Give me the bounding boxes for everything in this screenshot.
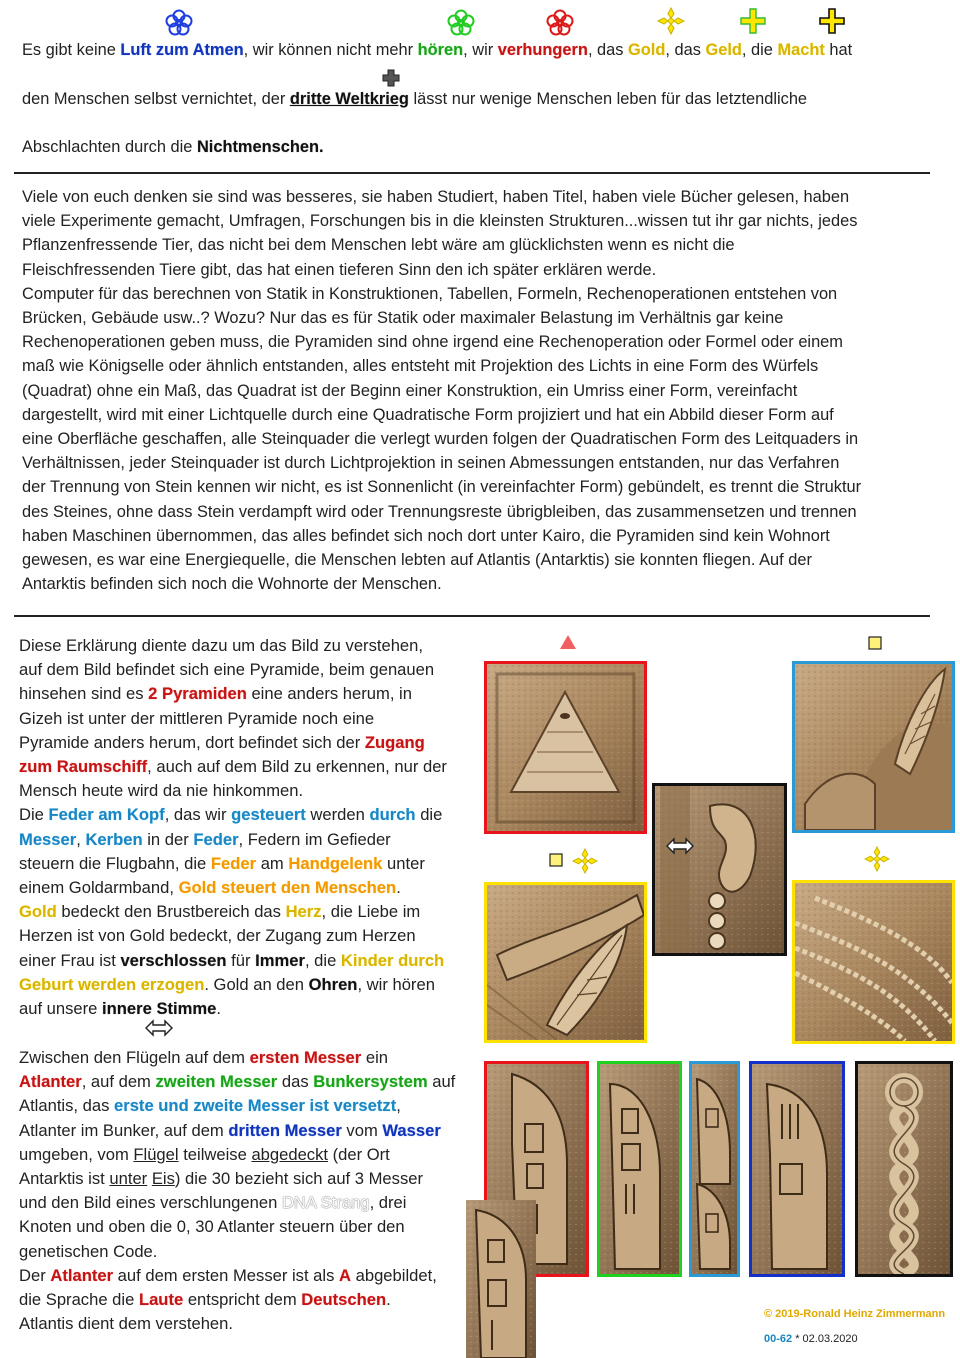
paragraph-line: Antarktis befinden sich noch die Wohnorte der Menschen. [22,575,442,594]
keyword-nichtmenschen: Nichtmenschen. [196,138,324,156]
paragraph-line: Verhältnissen, jeder Steinquader ist durch Lichtprojektion in seinen Abmessungen entstanden, nur das Verfahren [22,454,840,473]
headdress-feather-photo [792,661,955,833]
paragraph-line: der Trennung von Stein kennen wir nicht, es ist Sonnenlicht (in vereinfachter Form) gebündelt, es trennt die Struktur [22,478,862,497]
text: , die [304,950,341,970]
text: . [396,878,401,898]
keyword-2-pyramiden: 2 Pyramiden [148,684,247,704]
double-arrow-icon [144,1018,174,1038]
header-text: , wir [463,41,498,59]
text: , Federn im Gefieder [238,829,391,849]
keyword-fluegel: Flügel [133,1144,179,1164]
keyword-versetzt: erste und zweite Messer ist versetzt [114,1096,397,1116]
keyword-dritten-messer: dritten Messer [228,1120,342,1140]
header-text: , das [665,41,706,59]
header-text: den Menschen selbst vernichtet, der [22,90,290,108]
paragraph-line: (Quadrat) ohne ein Maß, das Quadrat ist der Beginn einer Konstruktion, ein Umriss einer Form, vereinfacht [22,381,798,400]
paragraph-line: maß wie Königselle oder ähnlich entstanden, alles entsteht mit Projektion des Lichts in eine Form des Würfels [22,357,819,376]
text-line: Mensch heute wird da nie hinkommen. [19,781,304,801]
keyword-unter: unter [109,1169,148,1189]
paragraph-line: Brücken, Gebäude usw..? Wozu? Nur das es für Statik oder maximaler Belastung im Verhältnis gar keine [22,309,784,328]
header-text: , wir können nicht mehr [243,41,418,59]
text-line: auf dem Bild befindet sich eine Pyramide, beim genauen [19,660,435,680]
text: Zwischen den Flügeln auf dem [19,1048,250,1067]
keyword-innere-stimme: innere Stimme [102,999,217,1019]
text: für [226,950,256,970]
copyright: © 2019-Ronald Heinz Zimmermann [764,1308,946,1320]
keyword-atlanter: Atlanter [19,1072,82,1092]
triangle-icon [559,634,577,650]
keyword-luft: Luft zum Atmen [120,41,244,59]
paragraph-line: viele Experimente gemacht, Umfragen, Forschungen bis in die kleinsten Strukturen...wissen tut ihr gar nichts, jedes [22,212,858,231]
keyword-abgedeckt: abgedeckt [251,1144,329,1164]
keyword-hoeren: hören [417,41,464,59]
keyword-feder: Feder [193,829,239,849]
paragraph-line: Fleischfressenden Tiere gibt, das hat einen tieferen Sinn den ich später erklären werde. [22,260,657,279]
explanation-text [19,634,479,1021]
text: Atlanter im Bunker, auf dem [19,1120,229,1140]
necklace-photo [792,880,955,1044]
text: hinsehen sind es [19,684,149,704]
text: auf unsere [19,999,103,1019]
keyword-verhungern: verhungern [497,41,588,59]
header-text: , die [741,41,778,59]
wrist-feather-photo [484,882,647,1043]
keyword-ersten-messer: ersten Messer [249,1048,362,1067]
text: die [415,805,443,825]
text-line: Diese Erklärung diente dazu um das Bild zu verstehen, [19,636,424,655]
text: , wir hören [357,974,435,994]
keyword-feder-am-kopf: Feder am Kopf [48,805,165,825]
header-text: Es gibt keine [22,41,121,59]
paragraph-line: Computer für das berechnen von Statik in Konstruktionen, Tabellen, Formeln, Rechenoperationen entstehen von [22,284,838,303]
keyword-geld: Geld [705,41,742,59]
text: einem Goldarmband, [19,878,179,898]
header-text: lässt nur wenige Menschen leben für das letztendliche [408,90,808,108]
header-text: , das [587,41,629,59]
cross-icon [382,69,400,87]
text: die Sprache die [19,1290,139,1310]
text-line: genetischen Code. [19,1241,158,1261]
paragraph-line: haben Maschinen übernommen, das alles befindet sich noch dort unter Kairo, die Pyramiden sind kein Wohnort [22,526,830,545]
text: , die Liebe im [321,902,421,922]
keyword-kinder: Kinder durch [340,950,445,970]
text: , das wir [164,805,232,825]
dna-strand-photo [855,1061,953,1277]
text: , auch auf dem Bild zu erkennen, nur der [147,757,447,777]
text: Der [19,1265,51,1285]
square-icon [868,636,882,650]
paragraph-line: Rechenoperationen geben muss, die Pyramiden sind ohne irgend eine Rechenoperation oder Formel oder einem [22,333,843,352]
text-line: Herzen ist von Gold bedeckt, der Zugang zum Herzen [19,926,416,946]
cross-icon [739,7,767,35]
text: , auf dem [81,1072,156,1092]
text: Die [19,805,49,825]
keyword-bunkersystem: Bunkersystem [313,1072,428,1092]
keyword-raumschiff: zum Raumschiff [19,757,148,777]
flower-icon [163,7,195,39]
text: , drei [369,1193,407,1213]
text: umgeben, vom [19,1144,134,1164]
keyword-weltkrieg: dritte Weltkrieg [289,90,409,108]
square-icon [549,853,563,867]
keyword-deutschen: Deutschen [301,1290,387,1310]
cross-icon [657,7,685,35]
text: . [386,1290,391,1310]
keyword-durch: durch [369,805,416,825]
flower-icon [445,7,477,39]
paragraph-line: gewesen, es war eine Energiequelle, die Menschen lebten auf Atlantis (Antarktis) sie konnten fliegen. Auf der [22,551,812,570]
header-text: Abschlachten durch die [22,138,197,156]
text: einer Frau ist [19,950,121,970]
keyword-feder: Feder [210,853,257,873]
knife-3-photo [689,1061,740,1277]
keyword-kerben: Kerben [85,829,143,849]
keyword-immer: Immer [255,950,305,970]
keyword-zweiten-messer: zweiten Messer [155,1072,278,1092]
paragraph-line: eine Oberfläche geschaffen, alle Steinquader die verlegt wurden folgen der Quadratischen Form des Leitquaders in [22,430,859,449]
text: und den Bild eines verschlungenen [19,1193,282,1213]
text-line: Knoten und oben die 0, 30 Atlanter steuern über den [19,1217,405,1237]
keyword-gold: Gold [19,902,57,922]
divider [14,172,930,174]
keyword-a: A [339,1265,351,1285]
text: abgebildet, [351,1265,437,1285]
ear-photo [652,783,787,956]
text: . Gold an den [204,974,309,994]
text: teilweise [178,1144,252,1164]
body-paragraph [22,185,937,596]
text-line: Atlantis dient dem verstehen. [19,1314,233,1334]
keyword-messer: Messer [19,829,77,849]
text: , [396,1096,401,1116]
text: . [216,999,222,1019]
explanation-text-2 [19,1046,479,1336]
flower-icon [544,7,576,39]
page-code: 00-62 [764,1333,793,1345]
text: in der [142,829,194,849]
text: unter [382,853,425,873]
keyword-gold-steuert: Gold steuert den Menschen [178,878,397,898]
cross-icon [572,848,598,874]
text: Antarktis ist [19,1169,110,1189]
divider [14,615,930,617]
keyword-zugang: Zugang [364,732,425,752]
text: Atlantis, das [19,1096,115,1116]
text: ) die 30 bezieht sich auf 3 Messer [174,1169,424,1189]
text: Pyramide anders herum, dort befindet sich der [19,732,365,752]
keyword-gold: Gold [628,41,666,59]
text-line: Gizeh ist unter der mittleren Pyramide noch eine [19,708,375,728]
knife-detail-photo [466,1200,536,1358]
text: (der Ort [328,1144,390,1164]
keyword-dna-strang: DNA Strang [281,1193,370,1213]
keyword-herz: Herz [285,902,322,922]
cross-icon [818,7,846,35]
keyword-wasser: Wasser [382,1120,441,1140]
paragraph-line: Viele von euch denken sie sind was besseres, sie haben Studiert, haben Titel, haben viele Bücher gelesen, haben [22,188,850,206]
keyword-laute: Laute [138,1290,184,1310]
knife-4-photo [749,1061,845,1277]
text: vom [341,1120,383,1140]
keyword-macht: Macht [777,41,825,59]
cross-icon [864,846,890,872]
knife-2-photo [597,1061,682,1277]
text: auf [427,1072,456,1092]
text: , [76,829,86,849]
text: auf dem ersten Messer ist als [113,1265,340,1285]
paragraph-line: des Steines, ohne dass Stein verdampft wird oder Trennungsreste übrigbleiben, das zusammensetzen und trennen [22,502,857,521]
keyword-verschlossen: verschlossen [120,950,227,970]
paragraph-line: dargestellt, wird mit einer Lichtquelle durch eine Quadratische Form projiziert und hat ein Abbild dieser Form auf [22,405,834,424]
text: das [277,1072,314,1092]
header-text: hat [824,41,853,59]
double-arrow-icon [665,836,695,856]
text: bedeckt den Brustbereich das [56,902,286,922]
date: * 02.03.2020 [792,1333,858,1345]
keyword-ohren: Ohren [308,974,358,994]
keyword-gesteuert: gesteuert [231,805,306,825]
text: steuern die Flugbahn, die [19,853,211,873]
text: entspricht dem [183,1290,302,1310]
pyramid-photo [484,661,647,834]
paragraph-line: Pflanzenfressende Tier, das nicht bei dem Menschen lebt wäre am glücklichsten wenn es nicht die [22,236,735,255]
text: ein [361,1048,388,1067]
keyword-eis: Eis [151,1169,175,1189]
keyword-handgelenk: Handgelenk [288,853,383,873]
text: eine anders herum, in [246,684,412,704]
text: werden [305,805,370,825]
text: am [256,853,289,873]
keyword-geburt: Geburt werden erzogen [19,974,205,994]
keyword-atlanter: Atlanter [50,1265,114,1285]
